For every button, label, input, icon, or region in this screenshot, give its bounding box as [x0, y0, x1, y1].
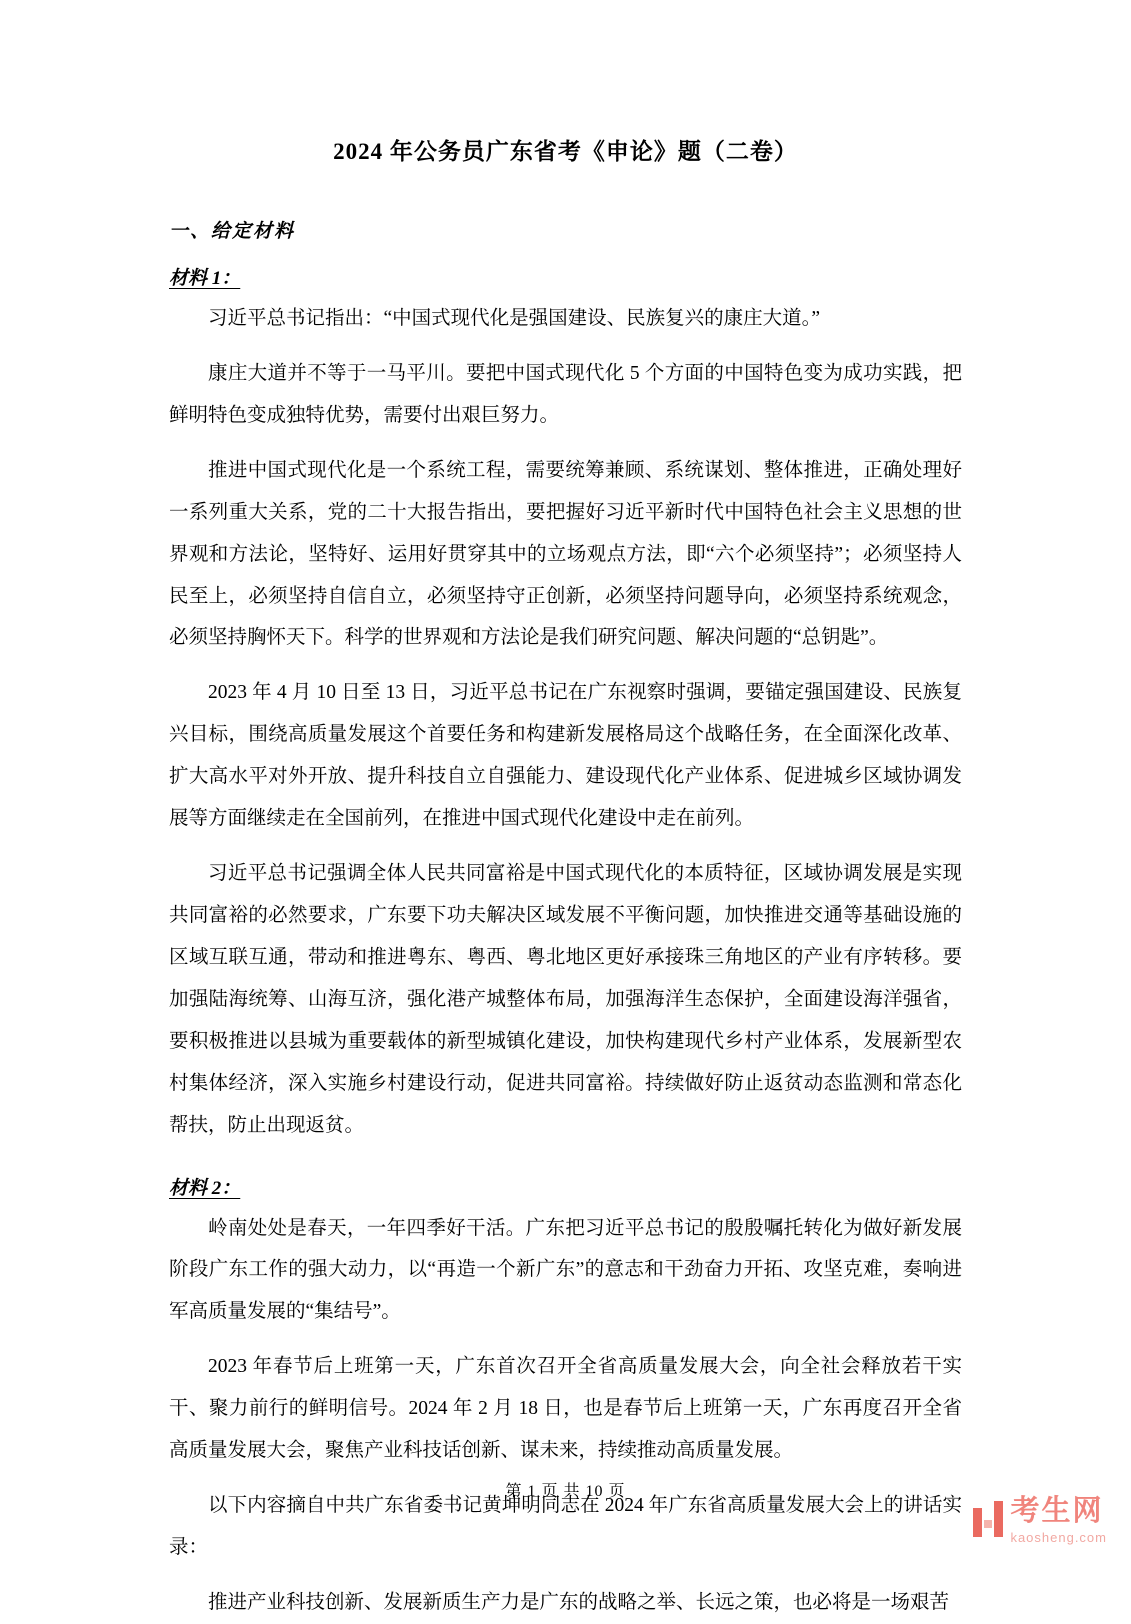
material-1-paragraph: 习近平总书记强调全体人民共同富裕是中国式现代化的本质特征，区域协调发展是实现共同富裕的必然要求，广东要下功夫解决区域发展不平衡问题，加快推进交通等基础设施的区域互联互通，带动和推进粤东、粤西、粤北地区更好承接珠三角地区的产业有序转移。要加强陆海统筹、山海互济，强化港产城整体布局，加强海洋生态保护，全面建设海洋强省，要积极推进以县城为重要载体的新型城镇化建设，加快构建现代乡村产业体系，发展新型农村集体经济，深入实施乡村建设行动，促进共同富裕。持续做好防止返贫动态监测和常态化帮扶，防止出现返贫。 [169, 863, 962, 1136]
material-2-paragraph: 以下内容摘自中共广东省委书记黄坤明同志在 2024 年广东省高质量发展大会上的讲话实录： [169, 1495, 962, 1558]
page-title: 2024 年公务员广东省考《申论》题（二卷） [333, 139, 798, 164]
watermark-site-domain: kaosheng.com [1010, 1530, 1107, 1545]
material-1-paragraph: 习近平总书记指出：“中国式现代化是强国建设、民族复兴的康庄大道。” [208, 308, 821, 329]
page-footer [0, 1478, 1131, 1501]
material-2-paragraph: 推进产业科技创新、发展新质生产力是广东的战略之举、长远之策，也必将是一场艰苦 [208, 1591, 950, 1613]
kaosheng-logo-icon [973, 1501, 1003, 1542]
section-heading-materials: 一、给定材料 [169, 221, 296, 242]
watermark-text [1010, 1497, 1107, 1544]
page-number-text: 第 1 页 共 10 页 [505, 1483, 626, 1500]
material-1-paragraph: 2023 年 4 月 10 日至 13 日，习近平总书记在广东视察时强调，要锚定强国建设、民族复兴目标，围绕高质量发展这个首要任务和构建新发展格局这个战略任务，在全面深化改革、扩大高水平对外开放、提升科技自立自强能力、建设现代化产业体系、促进城乡区域协调发展等方面继续走在全国前列，在推进中国式现代化建设中走在前列。 [169, 682, 962, 830]
material-1-label: 材料 1： [169, 268, 241, 289]
kaosheng-watermark [973, 1497, 1107, 1544]
material-2-paragraph: 岭南处处是春天，一年四季好干活。广东把习近平总书记的殷殷嘱托转化为做好新发展阶段广东工作的强大动力，以“再造一个新广东”的意志和干劲奋力开拓、攻坚克难，奏响进军高质量发展的“集结号”。 [169, 1217, 962, 1323]
watermark-site-name: 考生网 [1010, 1495, 1104, 1527]
material-1-paragraph: 康庄大道并不等于一马平川。要把中国式现代化 5 个方面的中国特色变为成功实践，把鲜明特色变成独特优势，需要付出艰巨努力。 [169, 362, 962, 426]
material-2-paragraph: 2023 年春节后上班第一天，广东首次召开全省高质量发展大会，向全社会释放若干实干、聚力前行的鲜明信号。2024 年 2 月 18 日，也是春节后上班第一天，广东再度召开全省高质量发展大会，聚焦产业科技话创新、谋未来，持续推动高质量发展。 [169, 1356, 962, 1462]
material-2-label: 材料 2： [169, 1177, 241, 1199]
material-1-paragraph: 推进中国式现代化是一个系统工程，需要统筹兼顾、系统谋划、整体推进，正确处理好一系列重大关系，党的二十大报告指出，要把握好习近平新时代中国特色社会主义思想的世界观和方法论，坚特好、运用好贯穿其中的立场观点方法，即“六个必须坚持”；必须坚持人民至上，必须坚持自信自立，必须坚持守正创新，必须坚持问题导向，必须坚持系统观念，必须坚持胸怀天下。科学的世界观和方法论是我们研究问题、解决问题的“总钥匙”。 [169, 459, 962, 649]
